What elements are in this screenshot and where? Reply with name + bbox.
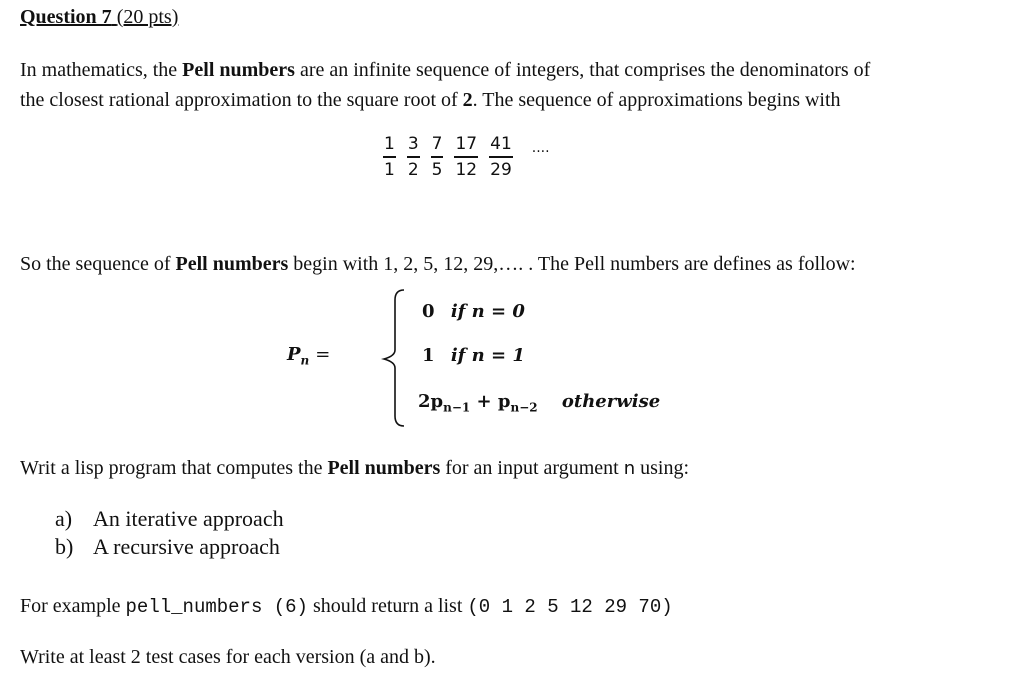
fraction-sequence [383, 134, 550, 180]
question-points: (20 pts) [116, 6, 179, 28]
question-number: Question 7 [20, 6, 112, 28]
task-argument: n [623, 458, 636, 479]
fraction-numerator: 7 [431, 134, 443, 154]
fraction-ellipsis: .... [531, 140, 550, 156]
recurrence-expression [418, 391, 538, 415]
intro-bold-two: 2 [462, 89, 473, 111]
example-call-code: pell_numbers (6) [125, 596, 308, 618]
fraction [407, 134, 420, 180]
fraction-denominator: 2 [407, 159, 419, 180]
case-condition: if n = 0 [450, 301, 525, 322]
fraction [489, 134, 513, 180]
fraction-bar [454, 156, 478, 158]
intro-line-1 [20, 55, 870, 85]
equals-sign: = [315, 344, 331, 365]
intro-bold-term: Pell numbers [182, 59, 295, 81]
pell-subscript: n [300, 353, 310, 368]
fraction-denominator: 29 [490, 159, 512, 180]
task-bold-term: Pell numbers [327, 457, 441, 479]
fraction-numerator: 3 [407, 134, 419, 154]
fraction-bar [407, 156, 420, 158]
case-condition: otherwise [561, 391, 661, 412]
fraction-numerator: 17 [455, 134, 478, 154]
recurrence-term: + p [470, 391, 511, 412]
fraction-denominator: 1 [384, 159, 395, 180]
pell-symbol: P [287, 344, 301, 365]
fraction-bar [383, 156, 396, 158]
task-text: for an input argument [440, 457, 624, 479]
fraction-denominator: 12 [455, 159, 478, 180]
sequence-text: So the sequence of [20, 253, 176, 275]
recurrence-subscript: n−2 [510, 400, 538, 415]
fraction-bar [431, 156, 444, 158]
recurrence-subscript: n−1 [443, 400, 471, 415]
fraction-denominator: 5 [431, 159, 443, 180]
case-zero [422, 301, 525, 322]
case-value: 1 [422, 345, 435, 366]
recurrence-term: 2p [418, 391, 444, 412]
intro-line-2 [20, 85, 841, 115]
approach-item [55, 534, 280, 560]
fraction [383, 134, 396, 180]
fraction [431, 134, 444, 180]
case-otherwise [418, 391, 660, 415]
question-title [20, 6, 178, 29]
intro-text: are an infinite sequence of integers, that comprises the denominators of [294, 59, 871, 81]
case-one [422, 345, 525, 366]
approach-label: b) [55, 534, 74, 559]
task-text: Writ a lisp program that computes the [20, 457, 328, 479]
definition-lhs [287, 344, 330, 368]
case-condition: if n = 1 [450, 345, 525, 366]
curly-brace [368, 288, 408, 428]
example-line [20, 591, 673, 622]
approach-text: An iterative approach [93, 506, 284, 531]
fraction-numerator: 1 [384, 134, 395, 154]
fraction-numerator: 41 [490, 134, 512, 154]
intro-text: . The sequence of approximations begins with [472, 89, 841, 111]
intro-text: In mathematics, the [20, 59, 183, 81]
fraction [454, 134, 478, 180]
task-text: using: [635, 457, 690, 479]
approach-label: a) [55, 506, 73, 531]
case-value: 0 [422, 301, 435, 322]
task-line [20, 453, 689, 484]
sequence-bold-term: Pell numbers [175, 253, 289, 275]
tests-instruction: Write at least 2 test cases for each version (a and b). [20, 646, 436, 668]
example-result-code: (0 1 2 5 12 29 70) [467, 596, 673, 618]
example-text: For example [20, 595, 126, 617]
fraction-bar [489, 156, 513, 158]
intro-text: the closest rational approximation to the square root of [20, 89, 463, 111]
example-text: should return a list [307, 595, 468, 617]
approach-item [55, 506, 284, 532]
approach-text: A recursive approach [93, 534, 280, 559]
sequence-line [20, 249, 856, 279]
sequence-text: begin with 1, 2, 5, 12, 29,…. . The Pell numbers are defines as follow: [288, 253, 856, 275]
